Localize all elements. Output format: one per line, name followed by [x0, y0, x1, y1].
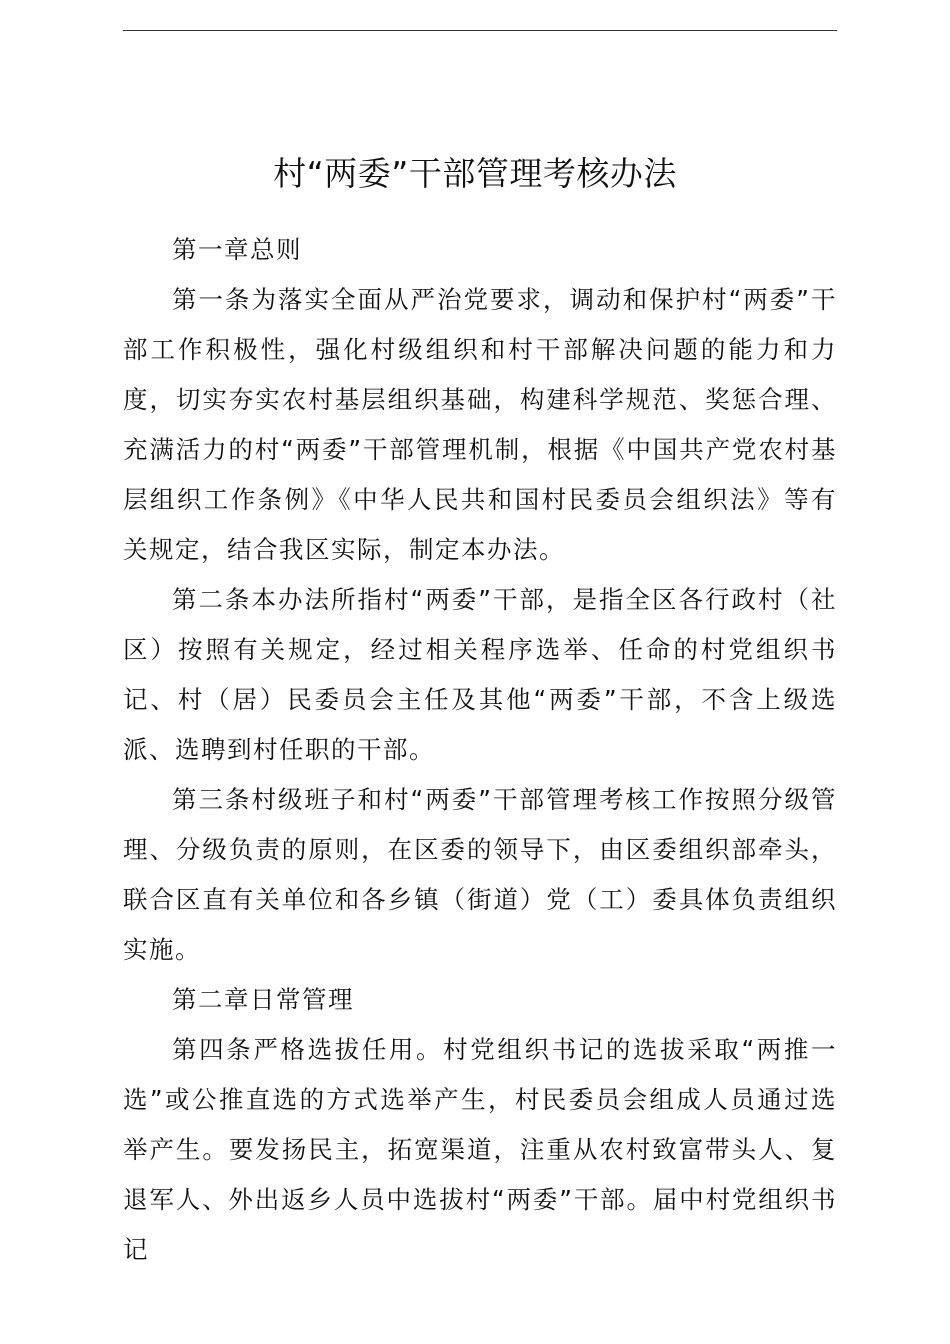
article-paragraph: 第四条严格选拔任用。村党组织书记的选拔采取“两推一选”或公推直选的方式选举产生，村民委员会组成人员通过选举产生。要发扬民主，拓宽渠道，注重从农村致富带头人、复退军人、外出返乡人员中选拔村“两委”干部。届中村党组织书记: [123, 1035, 837, 1264]
document-body: [123, 225, 837, 1275]
article-paragraph: 第二条本办法所指村“两委”干部，是指全区各行政村（社区）按照有关规定，经过相关程序选举、任命的村党组织书记、村（居）民委员会主任及其他“两委”干部，不含上级选派、选聘到村任职的干部。: [123, 585, 837, 764]
article-paragraph: 第三条村级班子和村“两委”干部管理考核工作按照分级管理、分级负责的原则，在区委的领导下，由区委组织部牵头，联合区直有关单位和各乡镇（街道）党（工）委具体负责组织实施。: [123, 785, 837, 964]
chapter-heading: 第一章总则: [172, 235, 302, 264]
article-paragraph: 第一条为落实全面从严治党要求，调动和保护村“两委”干部工作积极性，强化村级组织和村干部解决问题的能力和力度，切实夯实农村基层组织基础，构建科学规范、奖惩合理、充满活力的村“两委”干部管理机制，根据《中国共产党农村基层组织工作条例》《中华人民共和国村民委员会组织法》等有关规定，结合我区实际，制定本办法。: [123, 285, 837, 564]
chapter-heading: 第二章日常管理: [172, 985, 354, 1014]
document-title: 村“两委”干部管理考核办法: [273, 154, 677, 193]
header-rule: [123, 30, 837, 31]
